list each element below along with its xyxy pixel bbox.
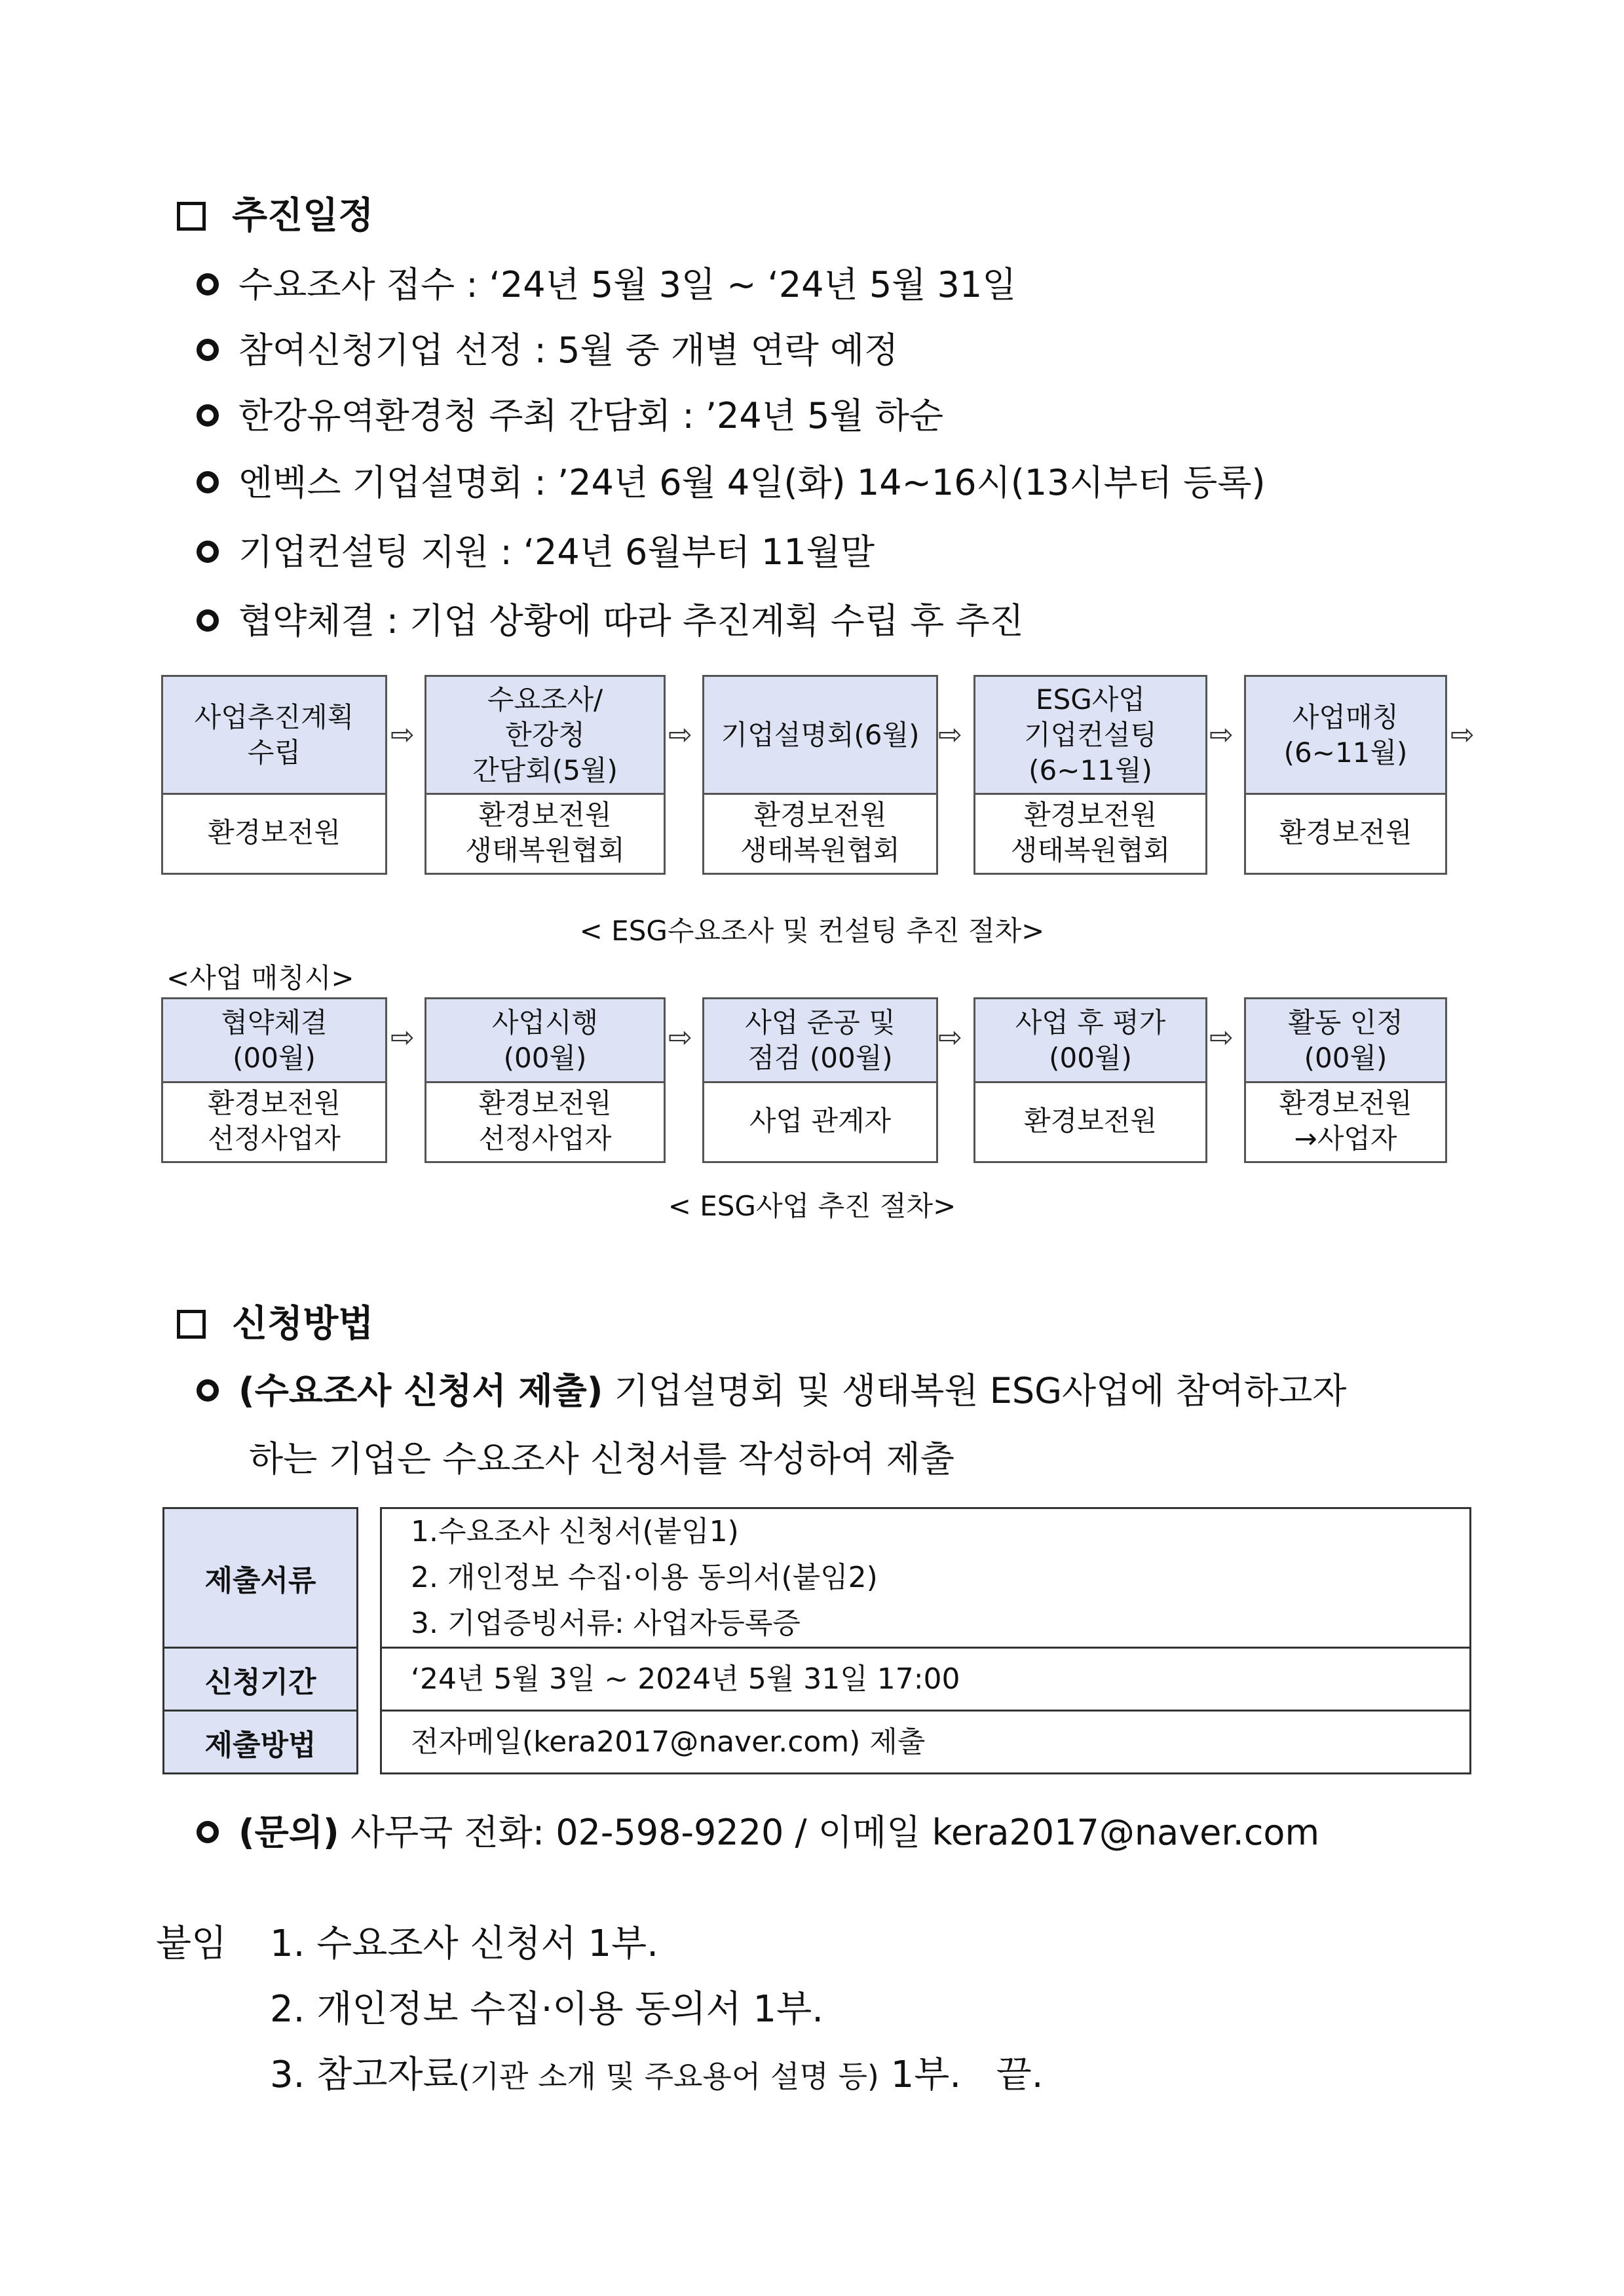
right-arrow-icon: ⇨ <box>668 1021 692 1054</box>
flow2-label: <사업 매칭시> <box>166 962 354 994</box>
attachment-item: 3. 참고자료(기관 소개 및 주요용어 설명 등) 1부. 끝. <box>270 2054 1044 2096</box>
right-arrow-icon: ⇨ <box>938 1021 962 1054</box>
right-arrow-icon: ⇨ <box>390 718 415 752</box>
right-arrow-icon: ⇨ <box>668 718 692 752</box>
flow2-step <box>702 997 938 1163</box>
schedule-heading-text: 추진일정 <box>232 195 374 237</box>
table-row <box>164 1711 1471 1774</box>
attachment-note: (기관 소개 및 주요용어 설명 등) <box>458 2059 879 2094</box>
flow1-step <box>1244 675 1447 875</box>
flow2-step-title: 협약체결 (00월) <box>163 999 385 1083</box>
flow1-step-org: 환경보전원 <box>208 816 341 849</box>
schedule-heading <box>177 187 373 239</box>
apply-heading <box>177 1295 373 1347</box>
apply-item-bold: (수요조사 신청서 제출) <box>238 1370 603 1411</box>
flow2-step-title: 사업 후 평가 (00월) <box>975 999 1205 1083</box>
checkbox-square-icon <box>177 1310 206 1339</box>
circle-bullet-icon <box>197 273 219 296</box>
inquiry-bold: (문의) <box>238 1812 339 1853</box>
flow1-step-title: ESG사업 기업컨설팅 (6~11월) <box>975 677 1205 795</box>
period-label: 신청기간 <box>164 1648 358 1711</box>
method-value: 전자메일(kera2017@naver.com) 제출 <box>381 1711 1471 1774</box>
apply-item <box>197 1363 1346 1413</box>
schedule-item: 협약체결 : 기업 상황에 따라 추진계획 수립 후 추진 <box>197 593 1024 643</box>
right-arrow-icon: ⇨ <box>1209 718 1234 752</box>
circle-bullet-icon <box>197 404 219 427</box>
attachments-label: 붙임 <box>156 1923 227 1965</box>
method-label: 제출방법 <box>164 1711 358 1774</box>
apply-item-continuation: 하는 기업은 수요조사 신청서를 작성하여 제출 <box>249 1438 954 1480</box>
flow1-caption: < ESG수요조사 및 컨설팅 추진 절차> <box>579 915 1045 947</box>
flow1-step-org: 환경보전원 생태복원협회 <box>465 799 625 866</box>
flow2-step <box>161 997 387 1163</box>
inquiry-item <box>197 1805 1319 1855</box>
attachment-item: 1. 수요조사 신청서 1부. <box>270 1923 659 1965</box>
inquiry-text: 사무국 전화: 02-598-9220 / 이메일 kera2017@naver.com <box>339 1812 1320 1853</box>
checkbox-square-icon <box>177 202 206 231</box>
flow1-step-title: 사업추진계획 수립 <box>163 677 385 795</box>
circle-bullet-icon <box>197 339 219 361</box>
flow1-step-org: 환경보전원 <box>1279 816 1412 849</box>
right-arrow-icon: ⇨ <box>1209 1021 1234 1054</box>
apply-heading-text: 신청방법 <box>232 1303 374 1345</box>
flow2-step-org: 환경보전원 →사업자 <box>1279 1087 1412 1155</box>
flow2-step <box>1244 997 1447 1163</box>
flow2-step-title: 사업 준공 및 점검 (00월) <box>704 999 936 1083</box>
flow2-caption: < ESG사업 추진 절차> <box>668 1190 956 1222</box>
right-arrow-icon: ⇨ <box>390 1021 415 1054</box>
circle-bullet-icon <box>197 1821 219 1843</box>
flow2-step-org: 사업 관계자 <box>749 1105 892 1137</box>
apply-item-text: 기업설명회 및 생태복원 ESG사업에 참여하고자 <box>603 1370 1347 1411</box>
schedule-item: 수요조사 접수 : ‘24년 5월 3일 ~ ‘24년 5월 31일 <box>197 257 1016 307</box>
circle-bullet-icon <box>197 541 219 563</box>
flow1-step <box>161 675 387 875</box>
docs-value: 1.수요조사 신청서(붙임1) 2. 개인정보 수집·이용 동의서(붙임2) 3. 기업증빙서류: 사업자등록증 <box>381 1508 1471 1648</box>
flow2-step <box>973 997 1207 1163</box>
attachment-item: 2. 개인정보 수집·이용 동의서 1부. <box>270 1988 824 2031</box>
flow2-step-title: 활동 인정 (00월) <box>1246 999 1445 1083</box>
right-arrow-icon: ⇨ <box>1450 718 1475 752</box>
table-row <box>164 1648 1471 1711</box>
flow1-step <box>425 675 666 875</box>
circle-bullet-icon <box>197 471 219 493</box>
flow2-step-org: 환경보전원 선정사업자 <box>478 1087 612 1155</box>
flow1-step-title: 기업설명회(6월) <box>704 677 936 795</box>
flow2-step-org: 환경보전원 <box>1024 1105 1157 1137</box>
circle-bullet-icon <box>197 609 219 632</box>
flow1-step-org: 환경보전원 생태복원협회 <box>1010 799 1171 866</box>
schedule-item: 엔벡스 기업설명회 : ’24년 6월 4일(화) 14~16시(13시부터 등록) <box>197 455 1266 505</box>
schedule-item: 참여신청기업 선정 : 5월 중 개별 연락 예정 <box>197 322 898 373</box>
flow2-step-title: 사업시행 (00월) <box>426 999 664 1083</box>
flow1-step-title: 사업매칭 (6~11월) <box>1246 677 1445 795</box>
flow2-step <box>425 997 666 1163</box>
flow1-step-title: 수요조사/ 한강청 간담회(5월) <box>426 677 664 795</box>
circle-bullet-icon <box>197 1379 219 1402</box>
period-value: ‘24년 5월 3일 ~ 2024년 5월 31일 17:00 <box>381 1648 1471 1711</box>
flow1-step <box>702 675 938 875</box>
schedule-item: 한강유역환경청 주최 간담회 : ’24년 5월 하순 <box>197 388 943 438</box>
flow1-step <box>973 675 1207 875</box>
flow2-step-org: 환경보전원 선정사업자 <box>208 1087 341 1155</box>
schedule-item: 기업컨설팅 지원 : ‘24년 6월부터 11월말 <box>197 524 875 575</box>
table-row <box>164 1508 1471 1648</box>
flow1-step-org: 환경보전원 생태복원협회 <box>740 799 900 866</box>
right-arrow-icon: ⇨ <box>938 718 962 752</box>
docs-label: 제출서류 <box>164 1508 358 1648</box>
submission-table <box>162 1507 1471 1774</box>
